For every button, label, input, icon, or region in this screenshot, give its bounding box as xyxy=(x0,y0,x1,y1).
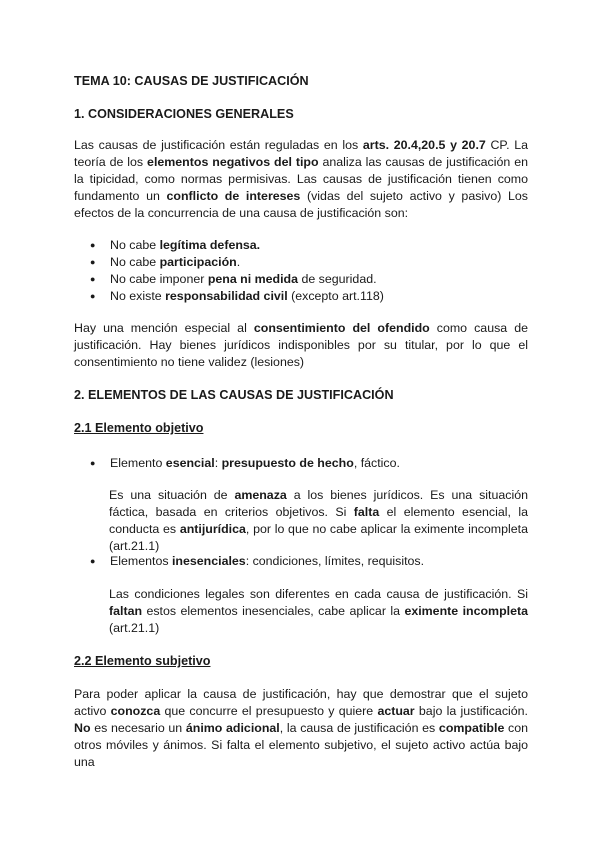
bullet-icon: ● xyxy=(90,458,96,468)
paragraph-1: Las causas de justificación están reguladas en los arts. 20.4,20.5 y 20.7 CP. La teoría de los elementos negativos del tipo analiza las causas de justificación en la tipicidad, como normas permisivas. Las causas de justificación tienen como fundamento un conflicto de intereses (vidas del sujeto activo y pasivo) Los efectos de la concurrencia de una causa de justificación son: xyxy=(74,138,528,220)
bullet-icon: ● xyxy=(90,291,96,301)
document-page: TEMA 10: CAUSAS DE JUSTIFICACIÓN 1. CONSIDERACIONES GENERALES Las causas de justificación están reguladas en los arts. 20.4,20.5 y 20.7 CP. La teoría de los elementos negativos del tipo analiza las causas de justificación en la tipicidad, como normas permisivas. Las causas de justificación tienen como fundamento un conflicto de intereses (vidas del sujeto activo y pasivo) Los efectos de la concurrencia de una causa de justificación son: ● No cabe legítima defensa. ● No cabe participación. ● No cabe imponer pena ni medida de seguridad. ● No existe responsabilidad civil (excepto art.118) Hay una mención especial al consentimiento del ofendido como causa de justificación. Hay bienes jurídicos indisponibles por su titular, por lo que el consentimiento no tiene validez (lesiones) 2. ELEMENTOS DE LAS CAUSAS DE JUSTIFICACIÓN 2.1 Elemento objetivo ● Elemento esencial: presupuesto de hecho, fáctico. Es una situación de amenaza a los bienes jurídicos. Es una situación fáctica, basada en criterios objetivos. Si falta el elemento esencial, la conducta es antijurídica, por lo que no cabe aplicar la eximente incompleta (art.21.1) ● Elementos inesenciales: condiciones, límites, requisitos. Las condiciones legales son diferentes en cada causa de justificación. Si faltan estos elementos inesenciales, cabe aplicar la eximente incompleta (art.21.1) 2.2 Elemento subjetivo Para poder aplicar la causa de justificación, hay que demostrar que el sujeto activo conozca que concurre el presupuesto y quiere actuar bajo la justificación. No es necesario un ánimo adicional, la causa de justificación es compatible con otros móviles y ánimos. Si falta el elemento subjetivo, el sujeto activo actúa bajo una xyxy=(0,0,600,848)
paragraph-2-1-a: Es una situación de amenaza a los bienes jurídicos. Es una situación fáctica, basada en criterios objetivos. Si falta el elemento esencial, la conducta es antijurídica, por lo que no cabe aplicar la eximente incompleta (art.21.1) xyxy=(109,488,528,553)
paragraph-2-1-b: Las condiciones legales son diferentes en cada causa de justificación. Si faltan estos elementos inesenciales, cabe aplicar la eximente incompleta (art.21.1) xyxy=(109,587,528,635)
section-2-2-heading: 2.2 Elemento subjetivo xyxy=(74,654,211,668)
section-1-heading: 1. CONSIDERACIONES GENERALES xyxy=(74,107,294,121)
bullet-icon: ● xyxy=(90,556,96,566)
section-2-heading: 2. ELEMENTOS DE LAS CAUSAS DE JUSTIFICACIÓN xyxy=(74,388,394,402)
bullet-icon: ● xyxy=(90,257,96,267)
document-title: TEMA 10: CAUSAS DE JUSTIFICACIÓN xyxy=(74,74,309,88)
bullet-icon: ● xyxy=(90,274,96,284)
paragraph-2-2: Para poder aplicar la causa de justificación, hay que demostrar que el sujeto activo conozca que concurre el presupuesto y quiere actuar bajo la justificación. No es necesario un ánimo adicional, la causa de justificación es compatible con otros móviles y ánimos. Si falta el elemento subjetivo, el sujeto activo actúa bajo una xyxy=(74,687,529,769)
section-2-1-heading: 2.1 Elemento objetivo xyxy=(74,421,204,435)
paragraph-2: Hay una mención especial al consentimiento del ofendido como causa de justificación. Hay bienes jurídicos indisponibles por su titular, por lo que el consentimiento no tiene validez (lesiones) xyxy=(74,321,528,369)
bullet-icon: ● xyxy=(90,240,96,250)
